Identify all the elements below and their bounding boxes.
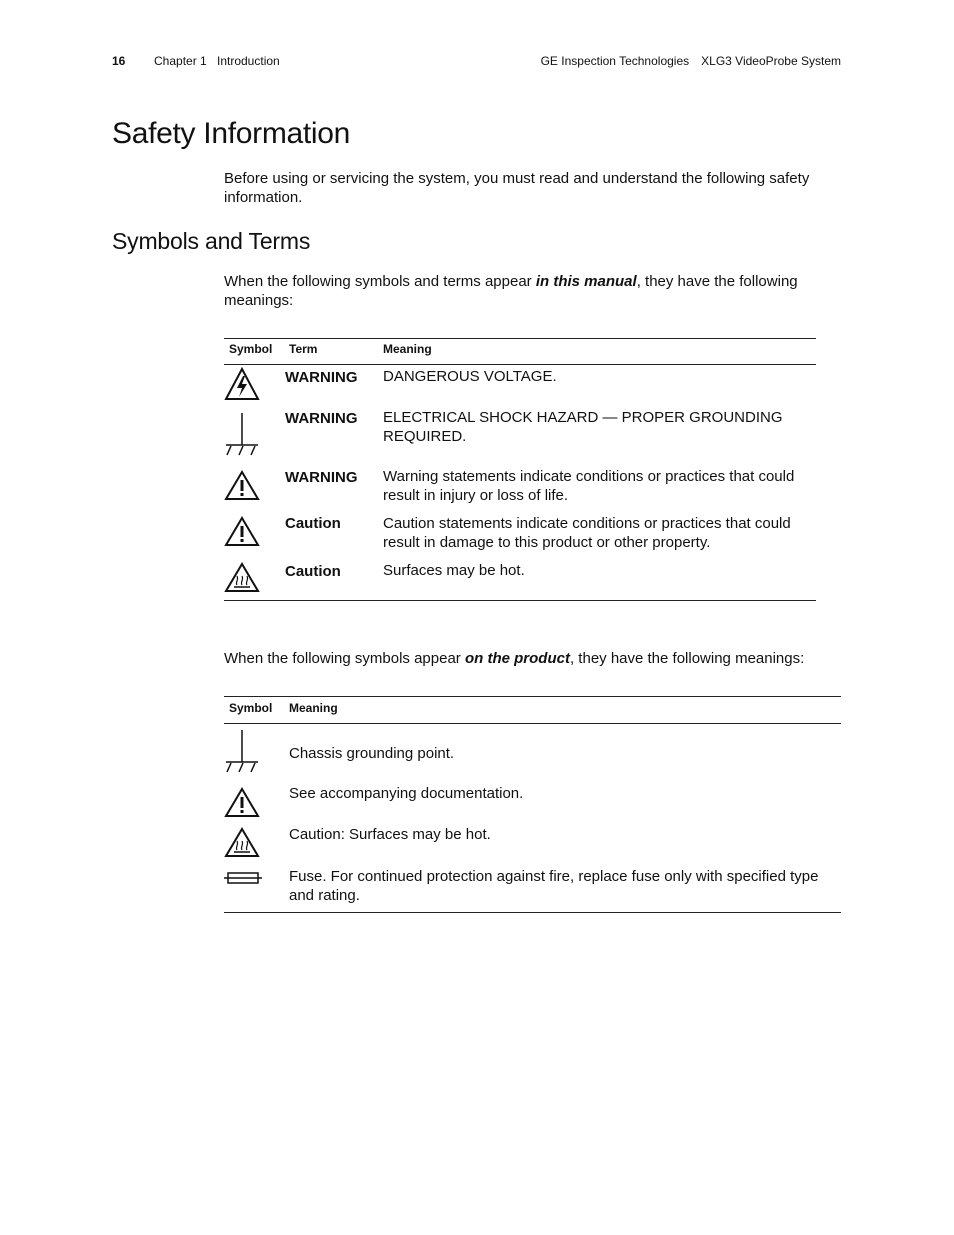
term-cell: Caution: [285, 563, 341, 580]
warning-triangle-icon: [224, 470, 260, 502]
meaning-cell: Warning statements indicate conditions or practices that could result in injury or loss of life.: [383, 468, 795, 504]
term-cell: WARNING: [285, 410, 358, 427]
manual-intro-before: When the following symbols and terms appear: [224, 273, 536, 290]
meaning-cell: ELECTRICAL SHOCK HAZARD — PROPER GROUNDING REQUIRED.: [383, 409, 783, 445]
meaning-cell: Chassis grounding point.: [289, 745, 455, 762]
meaning-cell: Caution statements indicate conditions or practices that could result in damage to this product or other property.: [383, 515, 791, 551]
company-name: GE Inspection Technologies: [540, 54, 690, 68]
term-cell: WARNING: [285, 369, 358, 386]
manual-intro-emphasis: in this manual: [535, 273, 637, 290]
manual-intro-paragraph: [224, 272, 832, 310]
running-header: [112, 52, 841, 70]
manual-intro-after: , they have the following meanings:: [224, 273, 798, 309]
product-intro-paragraph: [224, 649, 841, 668]
page-title: Safety Information: [112, 117, 351, 150]
meaning-cell: Surfaces may be hot.: [383, 562, 525, 579]
table-header-rule: [224, 364, 816, 365]
caution-triangle-icon: [224, 516, 260, 548]
product-intro-after: , they have the following meanings:: [569, 650, 805, 667]
meaning-cell: Fuse. For continued protection against fire, replace fuse only with specified type and rating.: [289, 868, 819, 904]
hot-surface-icon: [224, 827, 260, 859]
col-header-meaning: Meaning: [383, 342, 432, 356]
section-label: Introduction: [217, 54, 280, 68]
term-cell: WARNING: [285, 469, 358, 486]
meaning-cell: DANGEROUS VOLTAGE.: [383, 368, 557, 385]
col-header-symbol: Symbol: [229, 342, 273, 356]
table-top-rule: [224, 338, 816, 339]
col-header-meaning: Meaning: [289, 701, 338, 715]
ground-icon: [224, 411, 260, 459]
table-header-rule: [224, 723, 841, 724]
table-bottom-rule: [224, 912, 841, 913]
hot-surface-icon: [224, 562, 260, 594]
voltage-warning-icon: [224, 367, 260, 401]
page-number: 16: [112, 54, 126, 68]
chapter-label: Chapter 1: [154, 54, 207, 68]
col-header-symbol: Symbol: [229, 701, 273, 715]
meaning-cell: See accompanying documentation.: [289, 785, 524, 802]
warning-triangle-icon: [224, 787, 260, 819]
product-intro-emphasis: on the product: [464, 650, 570, 667]
product-name: XLG3 VideoProbe System: [701, 54, 841, 68]
term-cell: Caution: [285, 515, 341, 532]
product-intro-before: When the following symbols appear: [224, 650, 465, 667]
section-heading: Symbols and Terms: [112, 228, 311, 254]
table-top-rule: [224, 696, 841, 697]
col-header-term: Term: [289, 342, 318, 356]
ground-icon: [224, 728, 260, 776]
fuse-icon: [224, 871, 262, 885]
header-right: [541, 52, 841, 70]
meaning-cell: Caution: Surfaces may be hot.: [289, 826, 491, 843]
intro-paragraph: Before using or servicing the system, you must read and understand the following safety information.: [224, 170, 810, 206]
table-bottom-rule: [224, 600, 816, 601]
